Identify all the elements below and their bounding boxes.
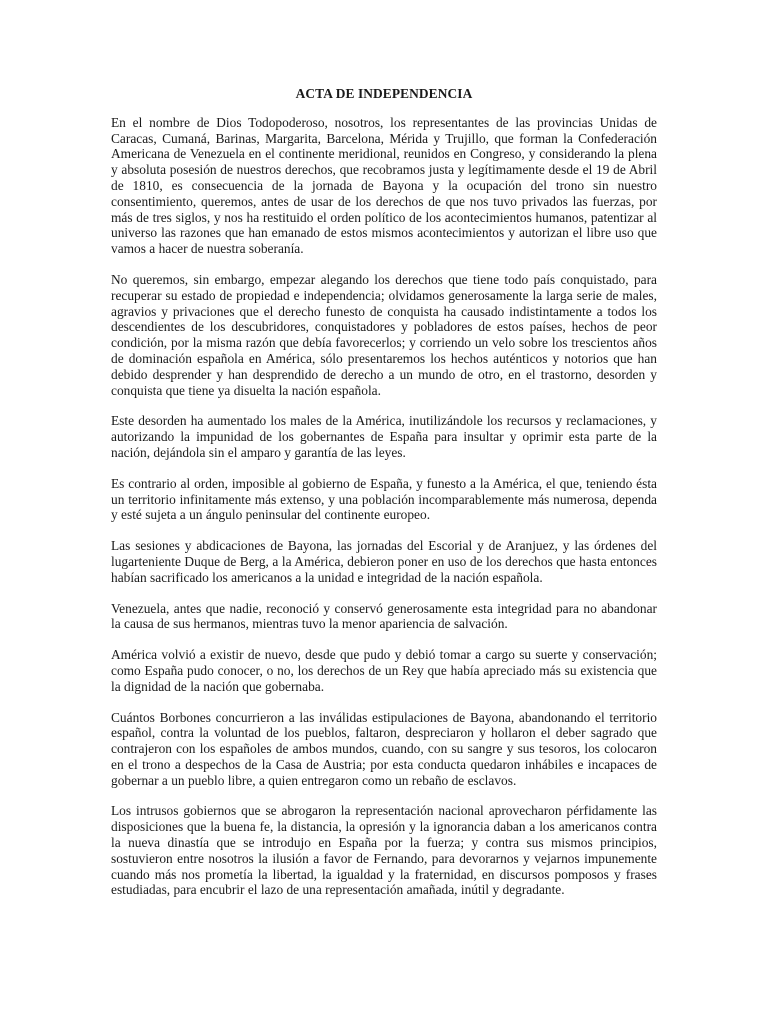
document-title: ACTA DE INDEPENDENCIA	[295, 86, 473, 101]
paragraph: Es contrario al orden, imposible al gobierno de España, y funesto a la América, el que, teniendo ésta un territorio infinitamente más extenso, y una población incomparablemente más numerosa, dependa y esté sujeta a un ángulo peninsular del continente europeo.	[111, 475, 657, 523]
paragraph: América volvió a existir de nuevo, desde que pudo y debió tomar a cargo su suerte y conservación; como España pudo conocer, o no, los derechos de un Rey que había apreciado más su existencia que la dignidad de la nación que gobernaba.	[111, 647, 657, 694]
paragraph: Este desorden ha aumentado los males de la América, inutilizándole los recursos y reclamaciones, y autorizando la impunidad de los gobernantes de España para insultar y oprimir esta parte de la nación, dejándola sin el amparo y garantía de las leyes.	[111, 413, 657, 460]
paragraph: No queremos, sin embargo, empezar alegando los derechos que tiene todo país conquistado, para recuperar su estado de propiedad e independencia; olvidamos generosamente la larga serie de males, agravios y privaciones que el derecho funesto de conquista ha causado indistintamente a todos los descendientes de los descubridores, conquistadores y pobladores de estos países, hechos de peor condición, por la misma razón que debía favorecerlos; y corriendo un velo sobre los trescientos años de dominación española en América, sólo presentaremos los hechos auténticos y notorios que han debido desprender y han desprendido de derecho a un mundo de otro, en el trastorno, desorden y conquista que tiene ya disuelta la nación española.	[111, 271, 657, 398]
paragraph: Las sesiones y abdicaciones de Bayona, las jornadas del Escorial y de Aranjuez, y las órdenes del lugarteniente Duque de Berg, a la América, debieron poner en uso de los derechos que hasta entonces habían sacrificado los americanos a la unidad e integridad de la nación española.	[111, 538, 657, 585]
paragraph: En el nombre de Dios Todopoderoso, nosotros, los representantes de las provincias Unidas de Caracas, Cumaná, Barinas, Margarita, Barcelona, Mérida y Trujillo, que forman la Confederación Americana de Venezuela en el continente meridional, reunidos en Congreso, y considerando la plena y absoluta posesión de nuestros derechos, que recobramos justa y legítimamente desde el 19 de Abril de 1810, es consecuencia de la jornada de Bayona y la ocupación del trono sin nuestro consentimiento, queremos, antes de usar de los derechos de que nos tuvo privados las fuerzas, por más de tres siglos, y nos ha restituido el orden político de los acontecimientos humanos, patentizar al universo las razones que han emanado de estos mismos acontecimientos y autorizan el libre uso que vamos a hacer de nuestra soberanía.	[111, 114, 657, 257]
paragraph: Cuántos Borbones concurrieron a las inválidas estipulaciones de Bayona, abandonando el territorio español, contra la voluntad de los pueblos, faltaron, despreciaron y hollaron el deber sagrado que contrajeron con los españoles de ambos mundos, cuando, con su sangre y sus tesoros, los colocaron en el trono a despechos de la Casa de Austria; por esta conducta quedaron inhábiles e incapaces de gobernar a un pueblo libre, a quien entregaron como un rebaño de esclavos.	[111, 709, 657, 788]
paragraph: Los intrusos gobiernos que se abrogaron la representación nacional aprovecharon pérfidamente las disposiciones que la buena fe, la distancia, la opresión y la ignorancia daban a los americanos contra la nueva dinastía que se introdujo en España por la fuerza; y contra sus mismos principios, sostuvieron entre nosotros la ilusión a favor de Fernando, para devorarnos y vejarnos impunemente cuando más nos prometía la libertad, la igualdad y la fraternidad, en discursos pomposos y frases estudiadas, para encubrir el lazo de una representación amañada, inútil y degradante.	[111, 803, 657, 898]
paragraph: Venezuela, antes que nadie, reconoció y conservó generosamente esta integridad para no abandonar la causa de sus hermanos, mientras tuvo la menor apariencia de salvación.	[111, 600, 657, 632]
document-body	[111, 86, 657, 913]
